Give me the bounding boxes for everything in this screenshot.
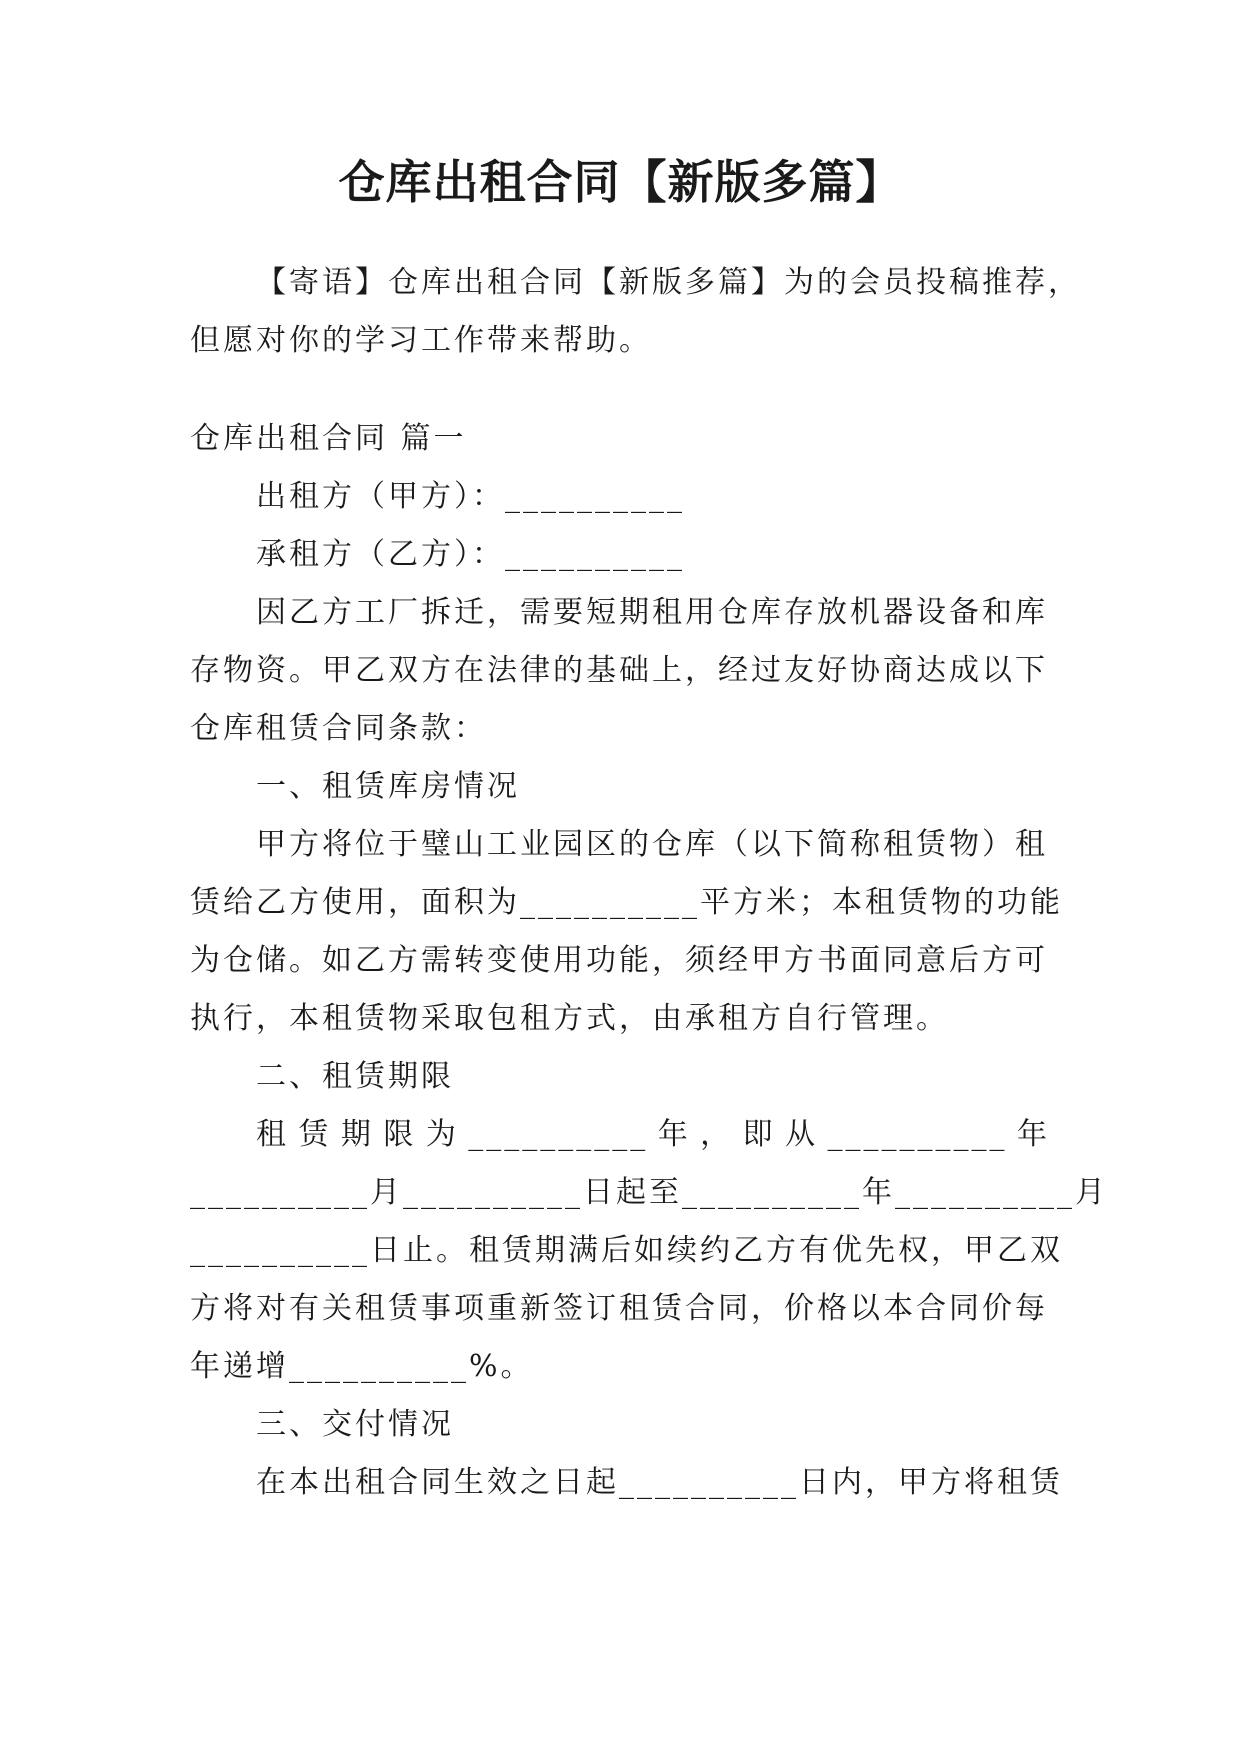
clause-word: 租 [256, 1117, 289, 1152]
clause-line: 执行，本租赁物采取包租方式，由承租方自行管理。 [190, 1001, 949, 1036]
clause-line-justified [190, 1106, 1050, 1164]
clause-heading: 二、租赁期限 [256, 1059, 454, 1094]
clause-heading: 一、租赁库房情况 [256, 769, 520, 804]
clause-line: 年递增__________%。 [190, 1349, 534, 1384]
lessor-line: 出租方（甲方）：__________ [256, 479, 685, 514]
clause-word: 赁 [298, 1117, 332, 1152]
clause-line: 方将对有关租赁事项重新签订租赁合同，价格以本合同价每 [190, 1291, 1048, 1326]
clause-word: 为 [425, 1117, 459, 1152]
clause-word: 从 [785, 1117, 819, 1152]
clause-word: 年 [657, 1117, 691, 1152]
clause-line: 为仓储。如乙方需转变使用功能，须经甲方书面同意后方可 [190, 943, 1048, 978]
preamble-line: 仓库租赁合同条款： [190, 711, 487, 746]
clause-line: __________日止。租赁期满后如续约乙方有优先权，甲乙双 [190, 1233, 1063, 1268]
clause-blank: __________ [468, 1117, 649, 1152]
clause-word: 限 [383, 1117, 417, 1152]
document-title: 仓库出租合同【新版多篇】 [338, 155, 903, 209]
clause-word: ， [700, 1117, 734, 1152]
clause-word: 年 [1016, 1117, 1050, 1152]
clause-word: 即 [742, 1117, 776, 1152]
preamble-line: 存物资。甲乙双方在法律的基础上，经过友好协商达成以下 [190, 653, 1048, 688]
lessee-line: 承租方（乙方）：__________ [256, 537, 685, 572]
preamble-line: 因乙方工厂拆迁，需要短期租用仓库存放机器设备和库 [256, 595, 1048, 630]
clause-line: __________月__________日起至__________年__________月 [190, 1175, 1108, 1210]
intro-line: 【寄语】仓库出租合同【新版多篇】为的会员投稿推荐， [256, 265, 1081, 300]
clause-line: 在本出租合同生效之日起__________日内，甲方将租赁 [256, 1465, 1063, 1500]
clause-line: 赁给乙方使用，面积为__________平方米；本租赁物的功能 [190, 885, 1063, 920]
clause-word: 期 [340, 1117, 374, 1152]
intro-paragraph [190, 254, 1081, 370]
contract-body [190, 410, 1108, 1512]
clause-line: 甲方将位于璧山工业园区的仓库（以下简称租赁物）租 [256, 827, 1048, 862]
clause-blank: __________ [827, 1117, 1008, 1152]
section-heading: 仓库出租合同 篇一 [190, 421, 467, 456]
intro-line: 但愿对你的学习工作带来帮助。 [190, 323, 652, 358]
clause-heading: 三、交付情况 [256, 1407, 454, 1442]
